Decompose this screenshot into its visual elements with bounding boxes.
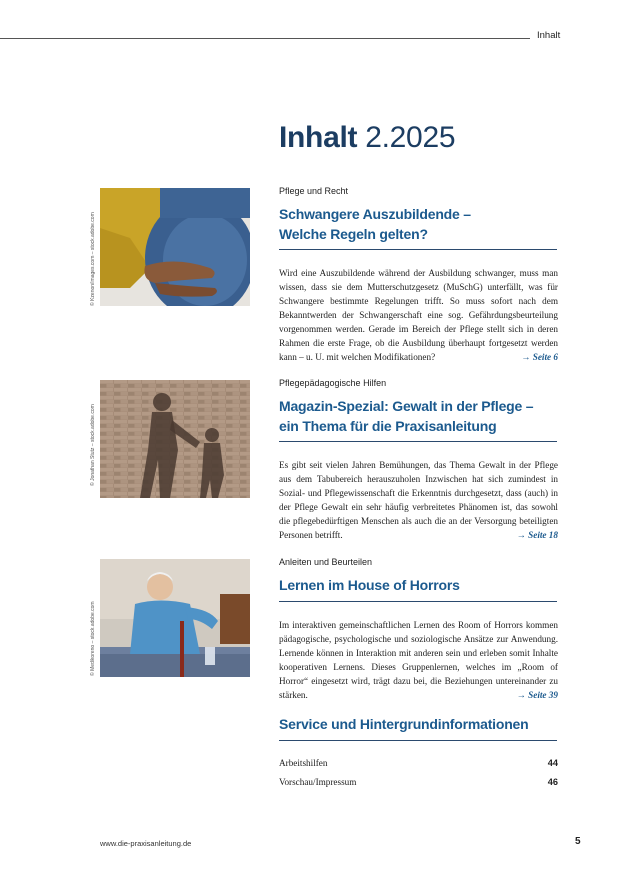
- service-item-page: 46: [547, 777, 558, 787]
- article-1-photo-credit: © Kzenon/images.com – stock.adobe.com: [90, 212, 96, 306]
- article-3-title[interactable]: [279, 575, 559, 595]
- article-2-title-line2: ein Thema für die Praxisanleitung: [279, 418, 497, 434]
- article-3-category: Anleiten und Beurteilen: [279, 557, 373, 567]
- header-rule: [0, 38, 530, 39]
- service-rule: [279, 740, 557, 741]
- article-3-title-line1: Lernen im House of Horrors: [279, 577, 460, 593]
- service-item-label: Arbeitshilfen: [279, 758, 328, 768]
- service-item-label: Vorschau/Impressum: [279, 777, 357, 787]
- article-1-photo: [100, 188, 250, 306]
- page-title-issue: 2.2025: [365, 121, 456, 154]
- article-1-body-text: Wird eine Auszubildende während der Ausbildung schwanger, muss man wissen, dass sie dem Mutterschutzgesetz (MuSchG) unterfällt, was für Schwangere bestimmte Regelungen trifft. So muss sofort nach dem Bekanntwerden der Schwangerschaft eine sog. Gefährdungsbeurteilung vorgenommen werden. Gerade im Bereich der Pflege stellt sich in deren Rahmen die erste Frage, ob die Ausbildung überhaupt fortgesetzt werden kann – u. U. mit welchen Modifikationen?: [279, 268, 558, 362]
- article-1-title-line1: Schwangere Auszubildende –: [279, 206, 471, 222]
- article-1-body: [279, 266, 558, 364]
- article-1-title-line2: Welche Regeln gelten?: [279, 226, 428, 242]
- service-item-page: 44: [547, 758, 558, 768]
- article-2-category: Pflegepädagogische Hilfen: [279, 378, 387, 388]
- article-2-rule: [279, 441, 557, 442]
- article-3-body-text: Im interaktiven gemeinschaftlichen Lernen des Room of Horrors kommen pädagogische, psychologische und soziologische Ansätze zur Anwendung. Lernende können in Interaktion mit anderen sein und erleben somit Inhalte kooperativen Lernens. Dieses Gruppenlernen, welches im „Room of Horror“ eingesetzt wird, trägt dazu bei, die Beziehungen untereinander zu stärken.: [279, 620, 558, 700]
- article-2-body-text: Es gibt seit vielen Jahren Bemühungen, das Thema Gewalt in der Pflege aus dem Tabubereich herauszuholen Inzwischen hat sich zumindest in Sozial- und Pflegewissenschaft die Erkenntnis durchgesetzt, dass (auch) in der Pflege Gewalt ein sehr häufig verbreitetes Phänomen ist, das sowohl die pflegebedürftigen Menschen als auch die an der Versorgung beteiligten Personen betrifft.: [279, 460, 558, 540]
- article-2-body: [279, 458, 558, 542]
- footer-page-number: 5: [575, 836, 581, 847]
- article-1-rule: [279, 249, 557, 250]
- shadow-on-wall-photo: [100, 380, 250, 498]
- header-section-label: Inhalt: [537, 30, 561, 41]
- article-3-photo-credit: © Medikoreno – stock.adobe.com: [90, 601, 96, 676]
- service-item-impressum[interactable]: [279, 777, 558, 787]
- article-1-category: Pflege und Recht: [279, 186, 349, 196]
- service-item-arbeitshilfen[interactable]: [279, 758, 558, 768]
- service-title: Service und Hintergrundinformationen: [279, 716, 529, 732]
- footer-url[interactable]: www.die-praxisanleitung.de: [100, 839, 192, 848]
- pregnant-belly-photo: [100, 188, 250, 306]
- page-title: [279, 121, 455, 155]
- article-2-title[interactable]: [279, 396, 559, 436]
- article-3-photo: [100, 559, 250, 677]
- article-3-page-link[interactable]: → Seite 39: [516, 690, 558, 700]
- article-2-photo: [100, 380, 250, 498]
- page-title-main: Inhalt: [279, 121, 358, 154]
- article-2-title-line1: Magazin-Spezial: Gewalt in der Pflege –: [279, 398, 534, 414]
- elderly-man-photo: [100, 559, 250, 677]
- article-1-title[interactable]: [279, 204, 559, 244]
- article-2-page-link[interactable]: → Seite 18: [516, 530, 558, 540]
- article-1-page-link[interactable]: → Seite 6: [521, 352, 558, 362]
- article-2-photo-credit: © Jonathan Stutz – stock.adobe.com: [90, 404, 96, 486]
- article-3-body: [279, 618, 558, 702]
- article-3-rule: [279, 601, 557, 602]
